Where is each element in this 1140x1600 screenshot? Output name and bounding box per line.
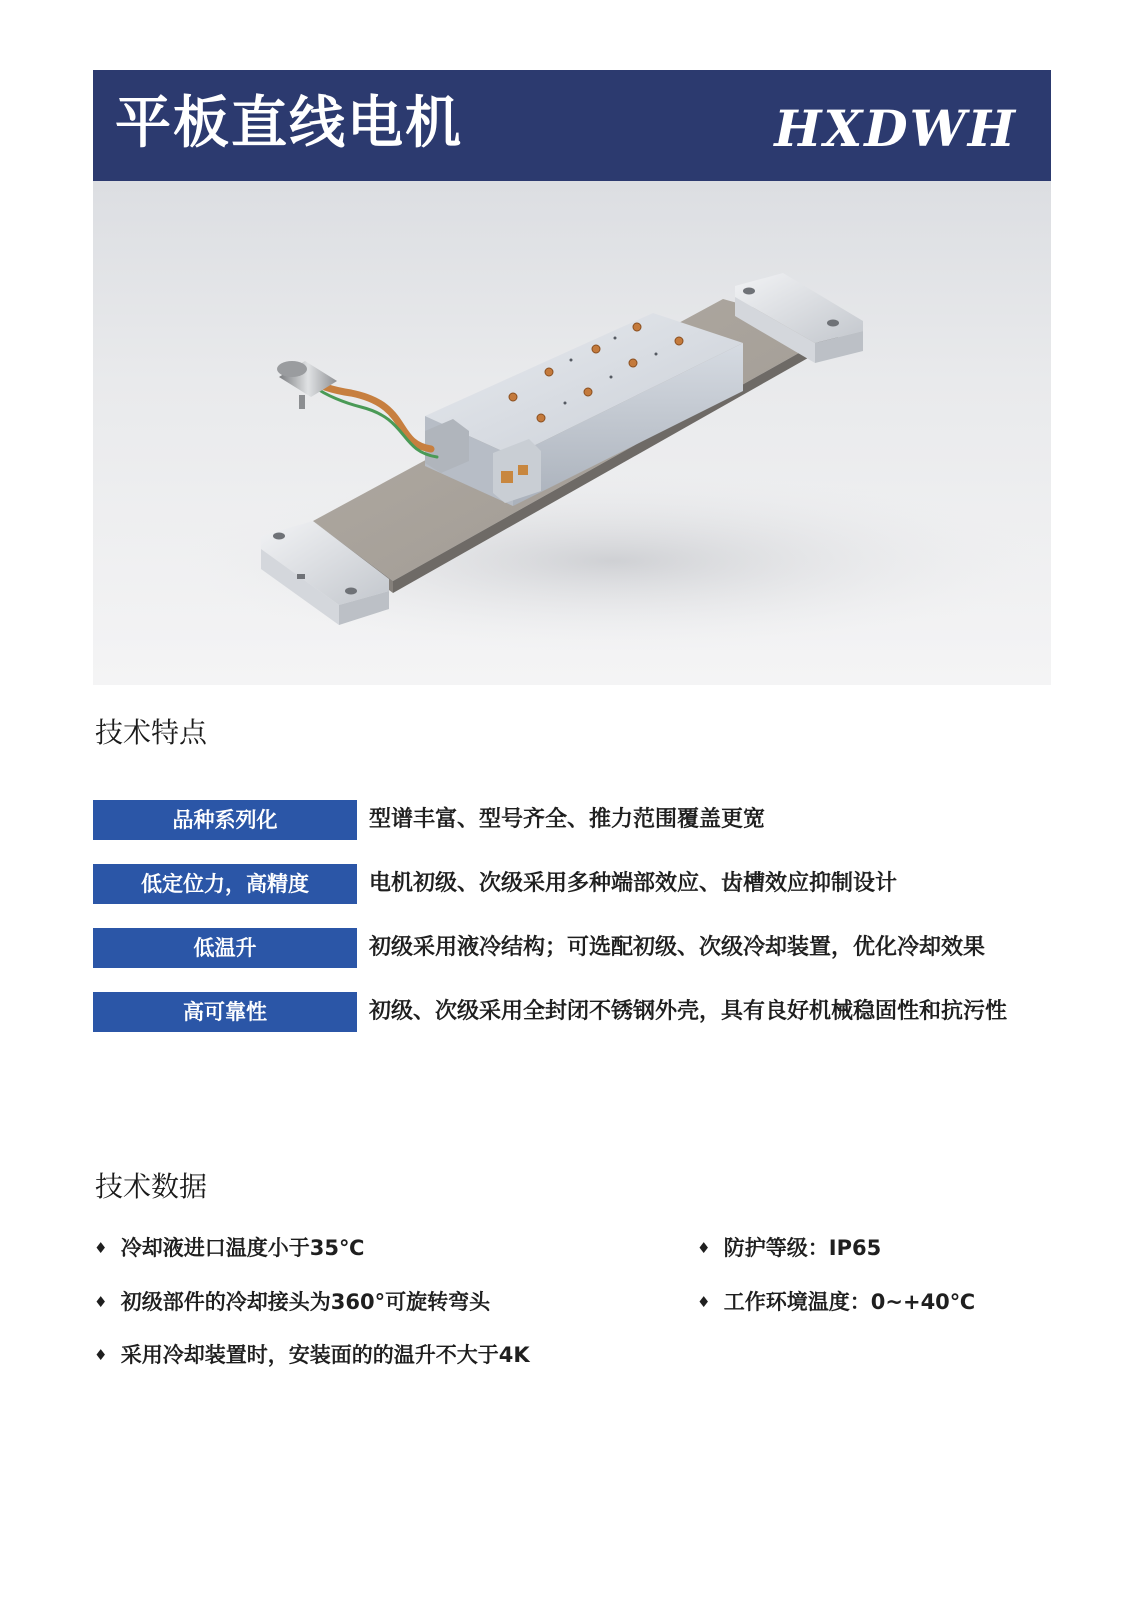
diamond-bullet-icon: ♦: [697, 1293, 711, 1311]
spec-item: [94, 1287, 490, 1317]
product-image: [93, 181, 1051, 685]
specs-heading: 技术数据: [95, 1170, 208, 1203]
features-heading: 技术特点: [95, 716, 208, 749]
spec-item: [94, 1340, 530, 1370]
diamond-bullet-icon: ♦: [697, 1239, 711, 1257]
linear-motor-illustration: [93, 181, 1051, 685]
spec-item: [697, 1233, 881, 1263]
feature-tag: 低定位力，高精度: [93, 864, 357, 904]
feature-tag: 高可靠性: [93, 992, 357, 1032]
feature-description: 型谱丰富、型号齐全、推力范围覆盖更宽: [369, 807, 766, 832]
spec-item: [94, 1233, 364, 1263]
feature-tag: 低温升: [93, 928, 357, 968]
spec-text: 防护等级：IP65: [723, 1236, 882, 1260]
spec-text: 初级部件的冷却接头为360°可旋转弯头: [120, 1290, 491, 1314]
feature-description: 初级采用液冷结构；可选配初级、次级冷却装置，优化冷却效果: [369, 935, 986, 960]
spec-text: 采用冷却装置时，安装面的的温升不大于4K: [120, 1343, 530, 1367]
spec-item: [697, 1287, 975, 1317]
brand-logo: HXDWH: [774, 99, 1017, 158]
spec-text: 工作环境温度：0~+40℃: [723, 1290, 976, 1314]
diamond-bullet-icon: ♦: [94, 1239, 108, 1257]
diamond-bullet-icon: ♦: [94, 1293, 108, 1311]
diamond-bullet-icon: ♦: [94, 1346, 108, 1364]
page-header: [93, 70, 1051, 181]
spec-text: 冷却液进口温度小于35℃: [120, 1236, 365, 1260]
page-title: 平板直线电机: [115, 91, 463, 156]
feature-description: 初级、次级采用全封闭不锈钢外壳，具有良好机械稳固性和抗污性: [369, 999, 1008, 1024]
feature-description: 电机初级、次级采用多种端部效应、齿槽效应抑制设计: [369, 871, 898, 896]
feature-tag: 品种系列化: [93, 800, 357, 840]
